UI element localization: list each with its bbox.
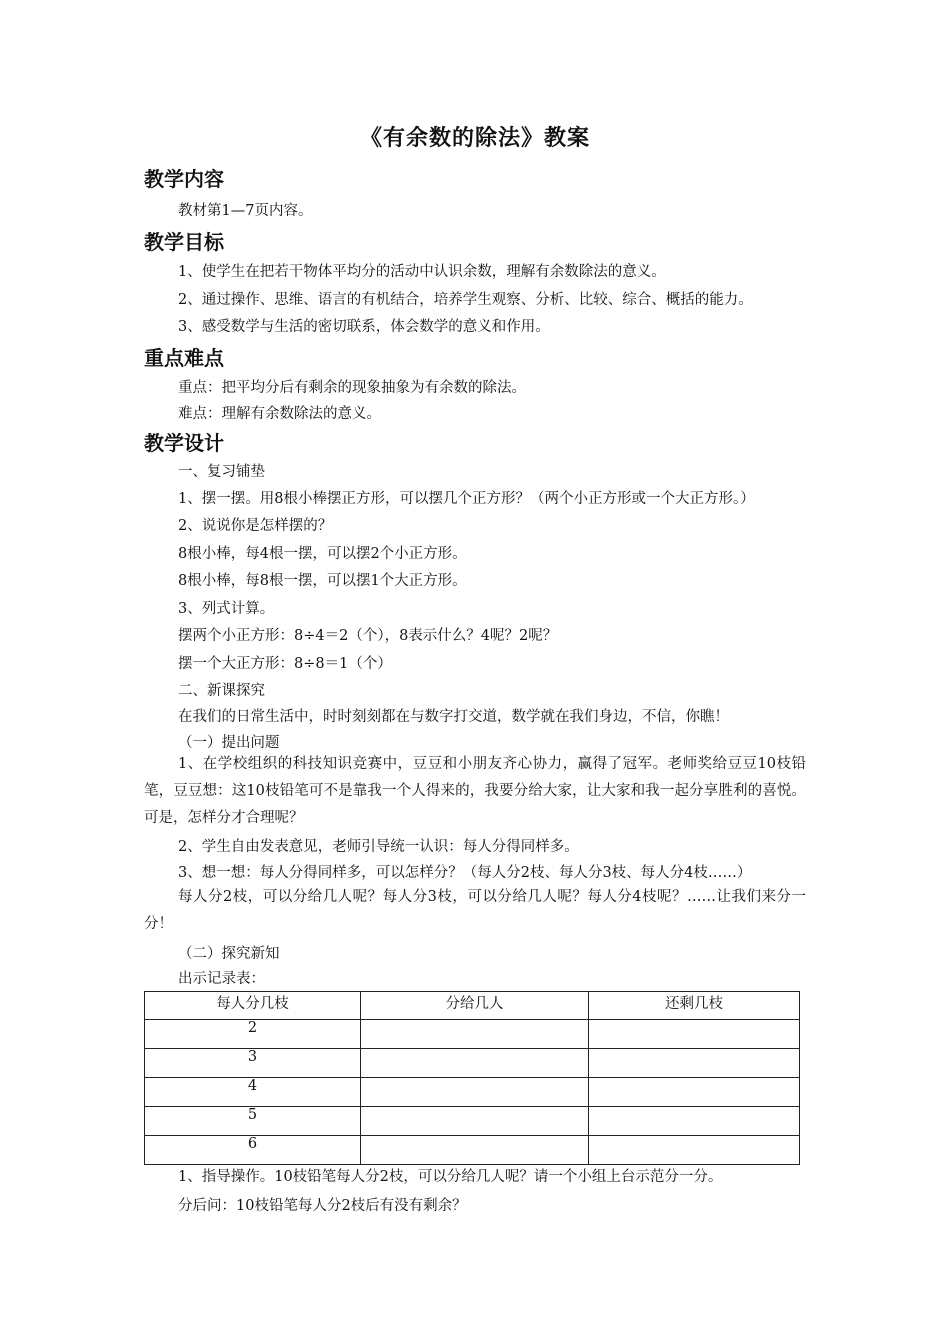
heading-keypoints: 重点难点 <box>144 346 224 370</box>
table-row <box>145 1049 800 1078</box>
table-row <box>145 1136 800 1165</box>
heading-content: 教学内容 <box>144 167 224 191</box>
paragraph-1: 1、在学校组织的科技知识竞赛中，豆豆和小朋友齐心协力，赢得了冠军。老师奖给豆豆10枝铅笔，豆豆想：这10枝铅笔可不是靠我一个人得来的，我要分给大家，让大家和我一起分享胜利的喜悦。可是，怎样分才合理呢？ <box>144 756 806 826</box>
design-line-5: 3、列式计算。 <box>178 601 275 617</box>
design-line-1: 1、摆一摆。用8根小棒摆正方形，可以摆几个正方形？（两个小正方形或一个大正方形。） <box>178 491 755 507</box>
difficulty-text: 难点：理解有余数除法的意义。 <box>178 406 381 422</box>
design-line-6: 摆两个小正方形：8÷4＝2（个），8表示什么？4呢？2呢？ <box>178 628 558 644</box>
table-cell <box>361 1049 589 1078</box>
intro-text: 在我们的日常生活中，时时刻刻都在与数字打交道，数学就在我们身边，不信，你瞧！ <box>178 709 729 725</box>
table-cell: 5 <box>145 1107 361 1136</box>
table-row <box>145 1107 800 1136</box>
part2-title: 二、新课探究 <box>178 683 265 699</box>
table-cell <box>589 1049 800 1078</box>
table-header-cell: 还剩几枝 <box>589 992 800 1020</box>
document-title: 《有余数的除法》教案 <box>359 126 590 151</box>
sub2-title: （二）探究新知 <box>178 946 280 962</box>
table-cell: 4 <box>145 1078 361 1107</box>
table-cell: 3 <box>145 1049 361 1078</box>
design-line-4: 8根小棒，每8根一摆，可以摆1个大正方形。 <box>178 573 467 589</box>
table-cell <box>361 1107 589 1136</box>
design-line-7: 摆一个大正方形：8÷8＝1（个） <box>178 656 392 672</box>
table-cell <box>589 1078 800 1107</box>
design-line-3: 8根小棒，每4根一摆，可以摆2个小正方形。 <box>178 546 467 562</box>
table-header-cell: 每人分几枝 <box>145 992 361 1020</box>
table-cell <box>589 1020 800 1049</box>
table-row <box>145 1020 800 1049</box>
table-row <box>145 1078 800 1107</box>
table-cell: 2 <box>145 1020 361 1049</box>
design-line-2: 2、说说你是怎样摆的？ <box>178 518 333 534</box>
table-cell <box>589 1107 800 1136</box>
table-cell <box>361 1020 589 1049</box>
part1-title: 一、复习铺垫 <box>178 464 265 480</box>
goal-item-1: 1、使学生在把若干物体平均分的活动中认识余数，理解有余数除法的意义。 <box>178 264 666 280</box>
goal-item-3: 3、感受数学与生活的密切联系，体会数学的意义和作用。 <box>178 319 550 335</box>
sub1-title: （一）提出问题 <box>178 735 280 751</box>
table-header-cell: 分给几人 <box>361 992 589 1020</box>
table-header-row <box>145 992 800 1020</box>
table-cell: 6 <box>145 1136 361 1165</box>
paragraph-2: 2、学生自由发表意见，老师引导统一认识：每人分得同样多。 <box>178 839 579 855</box>
paragraph-3: 3、想一想：每人分得同样多，可以怎样分？（每人分2枝、每人分3枝、每人分4枝……） <box>178 865 752 881</box>
heading-goals: 教学目标 <box>144 230 224 254</box>
table-cell <box>361 1078 589 1107</box>
focus-text: 重点：把平均分后有剩余的现象抽象为有余数的除法。 <box>178 380 526 396</box>
heading-design: 教学设计 <box>144 431 224 455</box>
content-text: 教材第1—7页内容。 <box>178 203 313 219</box>
record-table <box>144 991 800 1165</box>
paragraph-4: 每人分2枝，可以分给几人呢？每人分3枝，可以分给几人呢？每人分4枝呢？……让我们来分一分！ <box>144 889 806 932</box>
after-table-line-2: 分后问：10枝铅笔每人分2枝后有没有剩余？ <box>178 1198 467 1214</box>
table-cell <box>589 1136 800 1165</box>
table-cell <box>361 1136 589 1165</box>
goal-item-2: 2、通过操作、思维、语言的有机结合，培养学生观察、分析、比较、综合、概括的能力。 <box>178 292 753 308</box>
table-intro: 出示记录表： <box>178 971 265 987</box>
after-table-line-1: 1、指导操作。10枝铅笔每人分2枝，可以分给几人呢？请一个小组上台示范分一分。 <box>178 1169 723 1185</box>
